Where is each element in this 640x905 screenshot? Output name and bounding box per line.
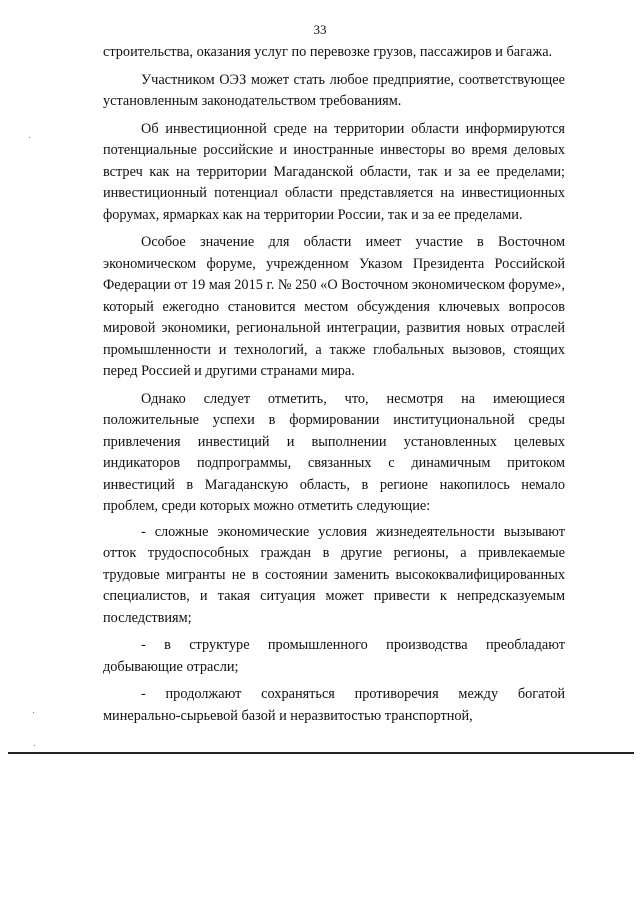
paragraph-investment-environment: Об инвестиционной среде на территории области информируются потенциальные российские и иностранные инвесторы во время деловых встреч как на территории Магаданской области, так и за ее пределами; инвестиционный потенциал области представляется на инвестиционных форумах, ярмарках как на территории России, так и за ее пределами. (103, 120, 565, 223)
page-number: 33 (313, 22, 327, 37)
bottom-rule (8, 752, 634, 754)
paragraph-oez-participant: Участником ОЭЗ может стать любое предприятие, соответствующее установленным законодательством требованиям. (103, 71, 565, 109)
paragraph-eastern-economic-forum: Особое значение для области имеет участие в Восточном экономическом форуме, учрежденном Указом Президента Российской Федерации от 19 мая 2015 г. № 250 «О Восточном экономическом форуме», который ежегодно становится местом обсуждения ключевых вопросов мировой экономики, региональной интеграции, развития новых отраслей промышленности и технологий, а также глобальных вызовов, стоящих перед Россией и другими странами мира. (103, 234, 565, 379)
paragraph-continuation: строительства, оказания услуг по перевозке грузов, пассажиров и багажа. (103, 44, 553, 60)
list-item-mineral-base: - продолжают сохраняться противоречия между богатой минерально-сырьевой базой и неразвитостью транспортной, (103, 686, 565, 724)
scan-speck (33, 712, 34, 713)
scan-speck (29, 137, 30, 138)
list-item-economic-conditions: - сложные экономические условия жизнедеятельности вызывают отток трудоспособных граждан в другие регионы, а привлекаемые трудовые мигранты не в состоянии заменить высококвалифицированных специалистов, и такая ситуация может привести к непредсказуемым последствиям; (103, 523, 565, 626)
scan-speck (34, 745, 35, 746)
list-item-industrial-structure: - в структуре промышленного производства преобладают добывающие отрасли; (103, 637, 565, 675)
document-body (103, 42, 565, 733)
paragraph-problems-intro: Однако следует отметить, что, несмотря на имеющиеся положительные успехи в формировании институциональной среды привлечения инвестиций и выполнении установленных целевых индикаторов подпрограммы, связанных с динамичным притоком инвестиций в Магаданскую область, в регионе накопилось немало проблем, среди которых можно отметить следующие: (103, 390, 565, 514)
